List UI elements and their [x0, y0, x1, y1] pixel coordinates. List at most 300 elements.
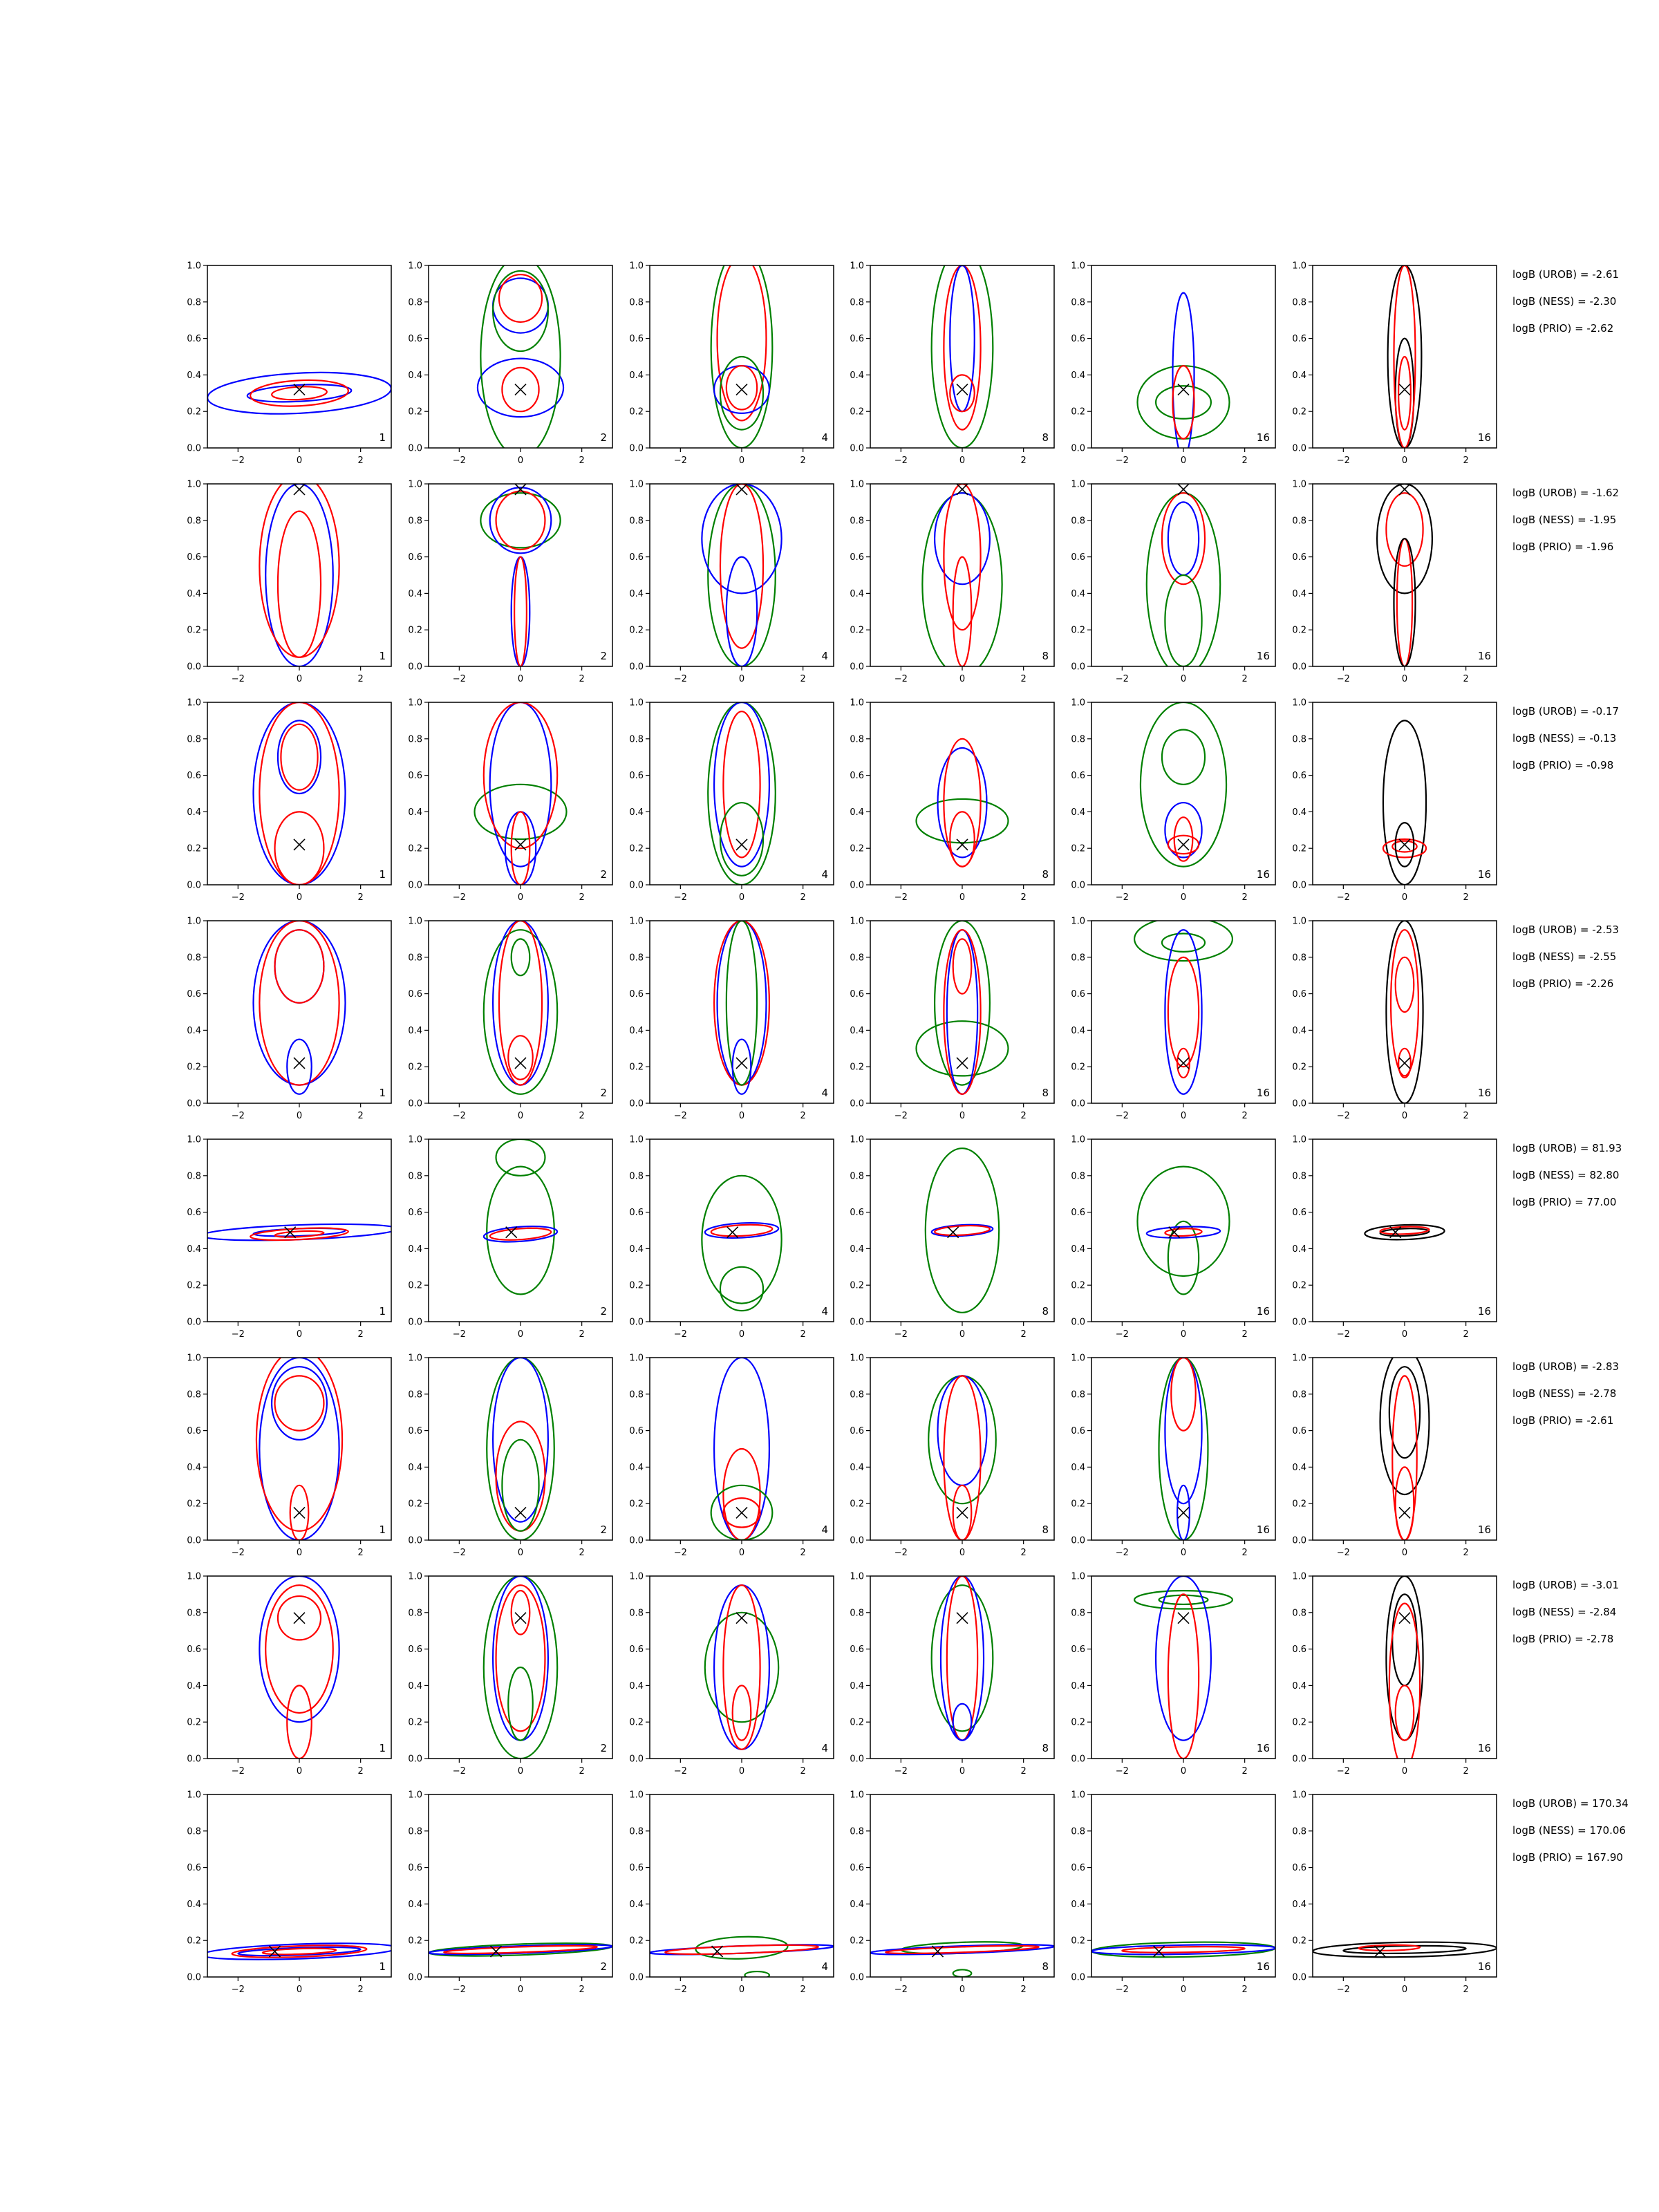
contour-group: [484, 921, 557, 1094]
y-tick-label: 0.0: [1292, 662, 1306, 673]
contour-group: [487, 1358, 554, 1540]
contour-line: [1397, 538, 1412, 666]
x-tick-label: −2: [894, 892, 908, 903]
x-tick-label: 0: [738, 456, 745, 466]
truth-marker: [294, 1507, 305, 1518]
x-tick-label: 2: [1020, 1985, 1027, 1995]
y-tick-label: 0.2: [1292, 625, 1306, 636]
x-tick-label: 2: [579, 456, 585, 466]
y-tick-label: 0.8: [1071, 1171, 1085, 1182]
truth-marker: [736, 839, 747, 850]
x-tick-label: 2: [357, 1985, 364, 1995]
truth-marker: [1375, 1946, 1386, 1957]
y-tick-label: 1.0: [187, 1353, 201, 1364]
y-tick-label: 0.4: [1071, 588, 1085, 599]
y-tick-label: 0.6: [850, 771, 864, 782]
y-tick-label: 0.8: [1292, 516, 1306, 527]
y-tick-label: 0.6: [408, 771, 422, 782]
y-tick-label: 0.6: [629, 334, 644, 345]
x-tick-label: 0: [517, 892, 524, 903]
x-tick-label: 0: [959, 674, 966, 684]
panel-count-label: 16: [1256, 868, 1270, 881]
x-tick-label: −2: [1115, 1766, 1129, 1777]
contour-line: [1134, 1591, 1232, 1609]
x-tick-label: 0: [1401, 892, 1408, 903]
y-tick-label: 1.0: [850, 916, 864, 927]
y-tick-label: 1.0: [408, 1571, 422, 1582]
logb-label: logB (NESS) = 170.06: [1512, 1824, 1626, 1837]
panel-frame: [207, 1576, 391, 1759]
panel-r3-c4: [850, 698, 1054, 903]
contour-line: [1392, 1594, 1416, 1685]
x-tick-label: −2: [894, 1329, 908, 1340]
y-tick-label: 0.6: [1292, 771, 1306, 782]
logb-label: logB (NESS) = -2.30: [1512, 295, 1617, 308]
x-tick-label: −2: [452, 674, 466, 684]
contour-group: [922, 484, 1002, 675]
y-tick-label: 0.0: [408, 1317, 422, 1328]
logb-label: logB (UROB) = -1.62: [1512, 487, 1620, 499]
y-tick-label: 0.8: [187, 953, 201, 964]
y-tick-label: 0.6: [1071, 771, 1085, 782]
y-tick-label: 0.6: [850, 1863, 864, 1874]
contour-line: [1391, 930, 1418, 1076]
panel-count-label: 4: [821, 431, 828, 444]
panel-frame: [429, 265, 612, 448]
contour-line: [201, 1941, 397, 1962]
panel-count-label: 16: [1477, 431, 1491, 444]
y-tick-label: 0.0: [1292, 880, 1306, 891]
y-tick-label: 0.0: [408, 1972, 422, 1983]
contour-line: [287, 1040, 311, 1094]
y-tick-label: 0.6: [850, 1426, 864, 1437]
contour-line: [1162, 730, 1205, 785]
y-tick-label: 0.4: [850, 370, 864, 381]
panel-count-label: 2: [600, 1305, 607, 1318]
y-tick-label: 0.4: [1292, 370, 1306, 381]
x-tick-label: −2: [1336, 674, 1350, 684]
x-tick-label: 0: [296, 1111, 303, 1121]
y-tick-label: 1.0: [629, 916, 644, 927]
y-tick-label: 0.0: [1292, 1535, 1306, 1546]
panel-frame: [429, 702, 612, 885]
y-tick-label: 0.8: [850, 1826, 864, 1837]
logb-label: logB (UROB) = -2.61: [1512, 268, 1620, 281]
y-tick-label: 0.6: [408, 1863, 422, 1874]
logb-label: logB (NESS) = 82.80: [1512, 1169, 1620, 1181]
contour-line: [514, 557, 527, 666]
x-tick-label: 2: [1463, 456, 1469, 466]
x-tick-label: 0: [1401, 1985, 1408, 1995]
x-tick-label: −2: [673, 1329, 687, 1340]
y-tick-label: 0.2: [1071, 406, 1085, 418]
y-tick-label: 0.8: [1292, 734, 1306, 745]
y-tick-label: 0.0: [850, 443, 864, 454]
x-tick-label: −2: [894, 1548, 908, 1558]
y-tick-label: 0.0: [1292, 1317, 1306, 1328]
y-tick-label: 0.4: [408, 1899, 422, 1910]
contour-line: [950, 812, 974, 866]
logb-label: logB (PRIO) = -2.61: [1512, 1414, 1614, 1427]
x-tick-label: 0: [517, 1329, 524, 1340]
contour-line: [272, 385, 328, 401]
y-tick-label: 0.8: [1071, 1826, 1085, 1837]
y-tick-label: 1.0: [629, 261, 644, 272]
x-tick-label: −2: [1336, 1766, 1350, 1777]
contour-line: [1168, 502, 1199, 575]
y-tick-label: 1.0: [187, 1134, 201, 1145]
y-tick-label: 0.2: [629, 625, 644, 636]
y-tick-label: 1.0: [408, 916, 422, 927]
y-tick-label: 0.8: [1292, 1608, 1306, 1619]
y-tick-label: 0.2: [1292, 406, 1306, 418]
x-tick-label: 2: [579, 1111, 585, 1121]
contour-group: [480, 484, 560, 666]
contour-line: [704, 1221, 778, 1240]
y-tick-label: 0.4: [629, 1899, 644, 1910]
panel-count-label: 4: [821, 868, 828, 881]
x-tick-label: 2: [357, 1329, 364, 1340]
panel-r1-c2: [408, 256, 612, 466]
y-tick-label: 0.8: [629, 1171, 644, 1182]
y-tick-label: 0.2: [629, 1499, 644, 1510]
x-tick-label: 0: [1180, 1111, 1187, 1121]
y-tick-label: 0.0: [187, 880, 201, 891]
y-tick-label: 0.2: [1292, 1280, 1306, 1291]
panel-count-label: 2: [600, 1960, 607, 1973]
x-tick-label: −2: [452, 1329, 466, 1340]
y-tick-label: 0.2: [187, 625, 201, 636]
x-tick-label: 2: [1020, 1111, 1027, 1121]
panel-frame: [207, 265, 391, 448]
contour-group: [711, 1358, 773, 1540]
panel-r5-c5: [1071, 1135, 1275, 1340]
panel-count-label: 16: [1477, 868, 1491, 881]
x-tick-label: 0: [517, 1766, 524, 1777]
panel-r6-c4: [850, 1353, 1054, 1559]
y-tick-label: 0.2: [1071, 1717, 1085, 1728]
panel-count-label: 16: [1256, 431, 1270, 444]
y-tick-label: 0.6: [187, 1426, 201, 1437]
x-tick-label: 2: [1241, 456, 1248, 466]
y-tick-label: 0.4: [1292, 1680, 1306, 1691]
contour-line: [499, 274, 542, 322]
y-tick-label: 0.4: [187, 1462, 201, 1473]
y-tick-label: 0.4: [187, 1025, 201, 1036]
panel-r7-c1: [187, 1572, 391, 1777]
panel-count-label: 16: [1477, 1960, 1491, 1973]
panel-count-label: 16: [1477, 650, 1491, 662]
panel-frame: [1091, 1576, 1275, 1759]
contour-line: [944, 1376, 980, 1540]
panel-frame: [870, 1139, 1054, 1322]
contour-line: [938, 748, 987, 857]
x-tick-label: 0: [1401, 1329, 1408, 1340]
y-tick-label: 0.2: [408, 843, 422, 854]
logb-label: logB (UROB) = -2.83: [1512, 1360, 1620, 1373]
y-tick-label: 1.0: [1071, 1571, 1085, 1582]
y-tick-label: 0.6: [629, 1208, 644, 1219]
y-tick-label: 0.0: [850, 1754, 864, 1765]
contour-group: [254, 702, 346, 885]
x-tick-label: 0: [738, 1548, 745, 1558]
contour-line: [484, 930, 557, 1094]
y-tick-label: 0.4: [850, 1244, 864, 1255]
y-tick-label: 0.2: [408, 625, 422, 636]
panel-r6-c6: [1292, 1349, 1497, 1558]
x-tick-label: −2: [1115, 1548, 1129, 1558]
y-tick-label: 0.6: [850, 1208, 864, 1219]
y-tick-label: 0.0: [1071, 880, 1085, 891]
y-tick-label: 0.6: [1292, 989, 1306, 1000]
contour-group: [926, 1148, 999, 1313]
x-tick-label: −2: [231, 674, 245, 684]
panel-count-label: 8: [1042, 868, 1049, 881]
panel-r4-c1: [187, 917, 391, 1122]
y-tick-label: 0.0: [187, 662, 201, 673]
y-tick-label: 0.6: [1071, 1644, 1085, 1656]
y-tick-label: 0.2: [850, 625, 864, 636]
y-tick-label: 0.2: [1292, 1717, 1306, 1728]
panel-r6-c3: [629, 1353, 834, 1559]
contour-line: [932, 247, 993, 448]
panel-count-label: 16: [1256, 1524, 1270, 1536]
y-tick-label: 0.0: [408, 662, 422, 673]
contour-group: [1377, 484, 1432, 666]
panel-r1-c5: [1071, 261, 1275, 467]
y-tick-label: 0.0: [1292, 1754, 1306, 1765]
y-tick-label: 0.2: [850, 1499, 864, 1510]
panel-frame: [1091, 1794, 1275, 1977]
panel-r7-c3: [629, 1572, 834, 1777]
x-tick-label: −2: [452, 1985, 466, 1995]
y-tick-label: 0.8: [629, 297, 644, 308]
x-tick-label: 2: [800, 1766, 806, 1777]
truth-marker: [515, 1058, 526, 1069]
panel-count-label: 4: [821, 1524, 828, 1536]
y-tick-label: 0.0: [850, 1535, 864, 1546]
contour-line: [1165, 930, 1201, 1094]
y-tick-label: 0.4: [629, 370, 644, 381]
y-tick-label: 1.0: [629, 1353, 644, 1364]
panel-count-label: 2: [600, 431, 607, 444]
y-tick-label: 1.0: [1292, 1353, 1306, 1364]
y-tick-label: 0.4: [1292, 1025, 1306, 1036]
x-tick-label: −2: [452, 1766, 466, 1777]
y-tick-label: 0.0: [629, 1098, 644, 1109]
panel-r8-c2: [408, 1790, 612, 1996]
contour-group: [1386, 921, 1423, 1103]
panel-r5-c3: [629, 1135, 834, 1340]
x-tick-label: 2: [800, 1111, 806, 1121]
y-tick-label: 1.0: [187, 1571, 201, 1582]
contour-line: [1172, 366, 1194, 439]
contour-line: [720, 803, 763, 876]
x-tick-label: 0: [296, 456, 303, 466]
panel-count-label: 2: [600, 868, 607, 881]
contour-line: [490, 487, 552, 553]
x-tick-label: −2: [231, 1111, 245, 1121]
x-tick-label: −2: [894, 456, 908, 466]
y-tick-label: 0.0: [850, 880, 864, 891]
contour-line: [1396, 1685, 1414, 1740]
truth-marker: [736, 1507, 747, 1518]
y-tick-label: 0.6: [187, 552, 201, 563]
y-tick-label: 0.0: [187, 1535, 201, 1546]
y-tick-label: 0.2: [1071, 1062, 1085, 1073]
y-tick-label: 1.0: [1071, 1134, 1085, 1145]
logb-label: logB (UROB) = 81.93: [1512, 1142, 1622, 1154]
y-tick-label: 1.0: [629, 697, 644, 709]
y-tick-label: 1.0: [187, 697, 201, 709]
x-tick-label: 2: [357, 456, 364, 466]
x-tick-label: −2: [894, 1766, 908, 1777]
contour-line: [493, 271, 548, 351]
y-tick-label: 0.0: [1071, 1754, 1085, 1765]
contour-line: [207, 368, 393, 418]
y-tick-label: 0.0: [1071, 1317, 1085, 1328]
x-tick-label: 2: [1241, 892, 1248, 903]
contour-line: [1168, 957, 1199, 1067]
y-tick-label: 0.8: [408, 297, 422, 308]
y-tick-label: 0.8: [850, 953, 864, 964]
contour-group: [650, 1936, 834, 1979]
contour-group: [932, 1576, 993, 1741]
contour-line: [1168, 1594, 1199, 1759]
y-tick-label: 0.4: [629, 1244, 644, 1255]
x-tick-label: 2: [579, 1548, 585, 1558]
truth-marker: [957, 839, 968, 850]
panel-r3-c5: [1071, 698, 1275, 903]
panel-r3-c3: [629, 698, 834, 903]
y-tick-label: 0.2: [408, 406, 422, 418]
panel-count-label: 1: [379, 1305, 386, 1318]
y-tick-label: 0.2: [187, 1717, 201, 1728]
y-tick-label: 1.0: [850, 1353, 864, 1364]
x-tick-label: 2: [579, 1766, 585, 1777]
panel-count-label: 16: [1256, 650, 1270, 662]
contour-line: [727, 921, 757, 1085]
panel-r2-c4: [850, 480, 1054, 685]
y-tick-label: 0.0: [408, 1754, 422, 1765]
contour-line: [723, 711, 760, 857]
contour-line: [480, 493, 560, 547]
contour-line: [714, 921, 769, 1085]
y-tick-label: 0.6: [1071, 989, 1085, 1000]
y-tick-label: 0.6: [1071, 1208, 1085, 1219]
panel-r2-c3: [629, 480, 834, 685]
y-tick-label: 0.2: [629, 1717, 644, 1728]
contour-group: [711, 247, 773, 448]
panel-frame: [1313, 1139, 1497, 1322]
contour-line: [935, 1224, 990, 1236]
y-tick-label: 0.8: [187, 516, 201, 527]
y-tick-label: 0.0: [850, 1972, 864, 1983]
x-tick-label: 0: [959, 1766, 966, 1777]
y-tick-label: 1.0: [850, 697, 864, 709]
y-tick-label: 0.0: [187, 1972, 201, 1983]
y-tick-label: 0.8: [1071, 953, 1085, 964]
y-tick-label: 0.6: [850, 1644, 864, 1656]
contour-line: [265, 1585, 333, 1713]
y-tick-label: 0.6: [1292, 1863, 1306, 1874]
panel-count-label: 4: [821, 1960, 828, 1973]
panel-r5-c2: [408, 1135, 612, 1340]
panel-r8-c6: [1292, 1790, 1497, 1996]
y-tick-label: 0.6: [408, 552, 422, 563]
panel-frame: [870, 265, 1054, 448]
y-tick-label: 0.8: [1292, 297, 1306, 308]
contour-line: [496, 1585, 545, 1731]
y-tick-label: 0.6: [187, 771, 201, 782]
contour-line: [1147, 1226, 1221, 1239]
panel-count-label: 16: [1256, 1960, 1270, 1973]
logb-label: logB (UROB) = -0.17: [1512, 705, 1620, 718]
contour-line: [274, 1230, 324, 1238]
x-tick-label: 0: [959, 1985, 966, 1995]
contour-line: [702, 1176, 781, 1304]
panel-count-label: 1: [379, 431, 386, 444]
y-tick-label: 0.2: [1071, 625, 1085, 636]
panel-r8-c5: [1071, 1790, 1275, 1996]
y-tick-label: 1.0: [629, 479, 644, 490]
y-tick-label: 0.6: [1292, 1426, 1306, 1437]
x-tick-label: 2: [1463, 1985, 1469, 1995]
y-tick-label: 0.8: [1071, 734, 1085, 745]
panel-r4-c5: [1071, 917, 1275, 1122]
x-tick-label: 2: [800, 1985, 806, 1995]
panel-r2-c2: [408, 480, 612, 685]
y-tick-label: 0.0: [629, 1972, 644, 1983]
y-tick-label: 0.6: [1292, 334, 1306, 345]
y-tick-label: 0.2: [1292, 1936, 1306, 1947]
panel-frame: [650, 484, 834, 666]
y-tick-label: 0.2: [850, 1280, 864, 1291]
x-tick-label: 2: [1463, 892, 1469, 903]
contour-group: [1380, 1349, 1430, 1540]
y-tick-label: 0.6: [1071, 334, 1085, 345]
panel-count-label: 1: [379, 650, 386, 662]
x-tick-label: 2: [1241, 674, 1248, 684]
truth-marker: [957, 1507, 968, 1518]
contour-group: [917, 739, 1009, 867]
x-tick-label: 2: [800, 674, 806, 684]
panel-r7-c6: [1292, 1572, 1497, 1777]
y-tick-label: 0.4: [629, 1462, 644, 1473]
x-tick-label: 2: [579, 674, 585, 684]
x-tick-label: 0: [296, 1548, 303, 1558]
contour-line: [1159, 1595, 1208, 1604]
panel-frame: [207, 921, 391, 1103]
panel-count-label: 4: [821, 1742, 828, 1754]
y-tick-label: 0.8: [1071, 1389, 1085, 1400]
contour-group: [1313, 1941, 1497, 1959]
x-tick-label: 2: [800, 456, 806, 466]
contour-line: [917, 1021, 1009, 1076]
y-tick-label: 0.6: [850, 989, 864, 1000]
x-tick-label: 2: [1020, 674, 1027, 684]
y-tick-label: 0.8: [1071, 1608, 1085, 1619]
truth-marker: [515, 1613, 526, 1624]
contour-line: [714, 702, 769, 867]
contour-line: [272, 1367, 327, 1440]
panel-r8-c1: [187, 1790, 397, 1996]
y-tick-label: 0.8: [1292, 1826, 1306, 1837]
x-tick-label: −2: [231, 456, 245, 466]
contour-line: [484, 702, 557, 848]
y-tick-label: 0.8: [187, 1171, 201, 1182]
y-tick-label: 0.2: [850, 406, 864, 418]
